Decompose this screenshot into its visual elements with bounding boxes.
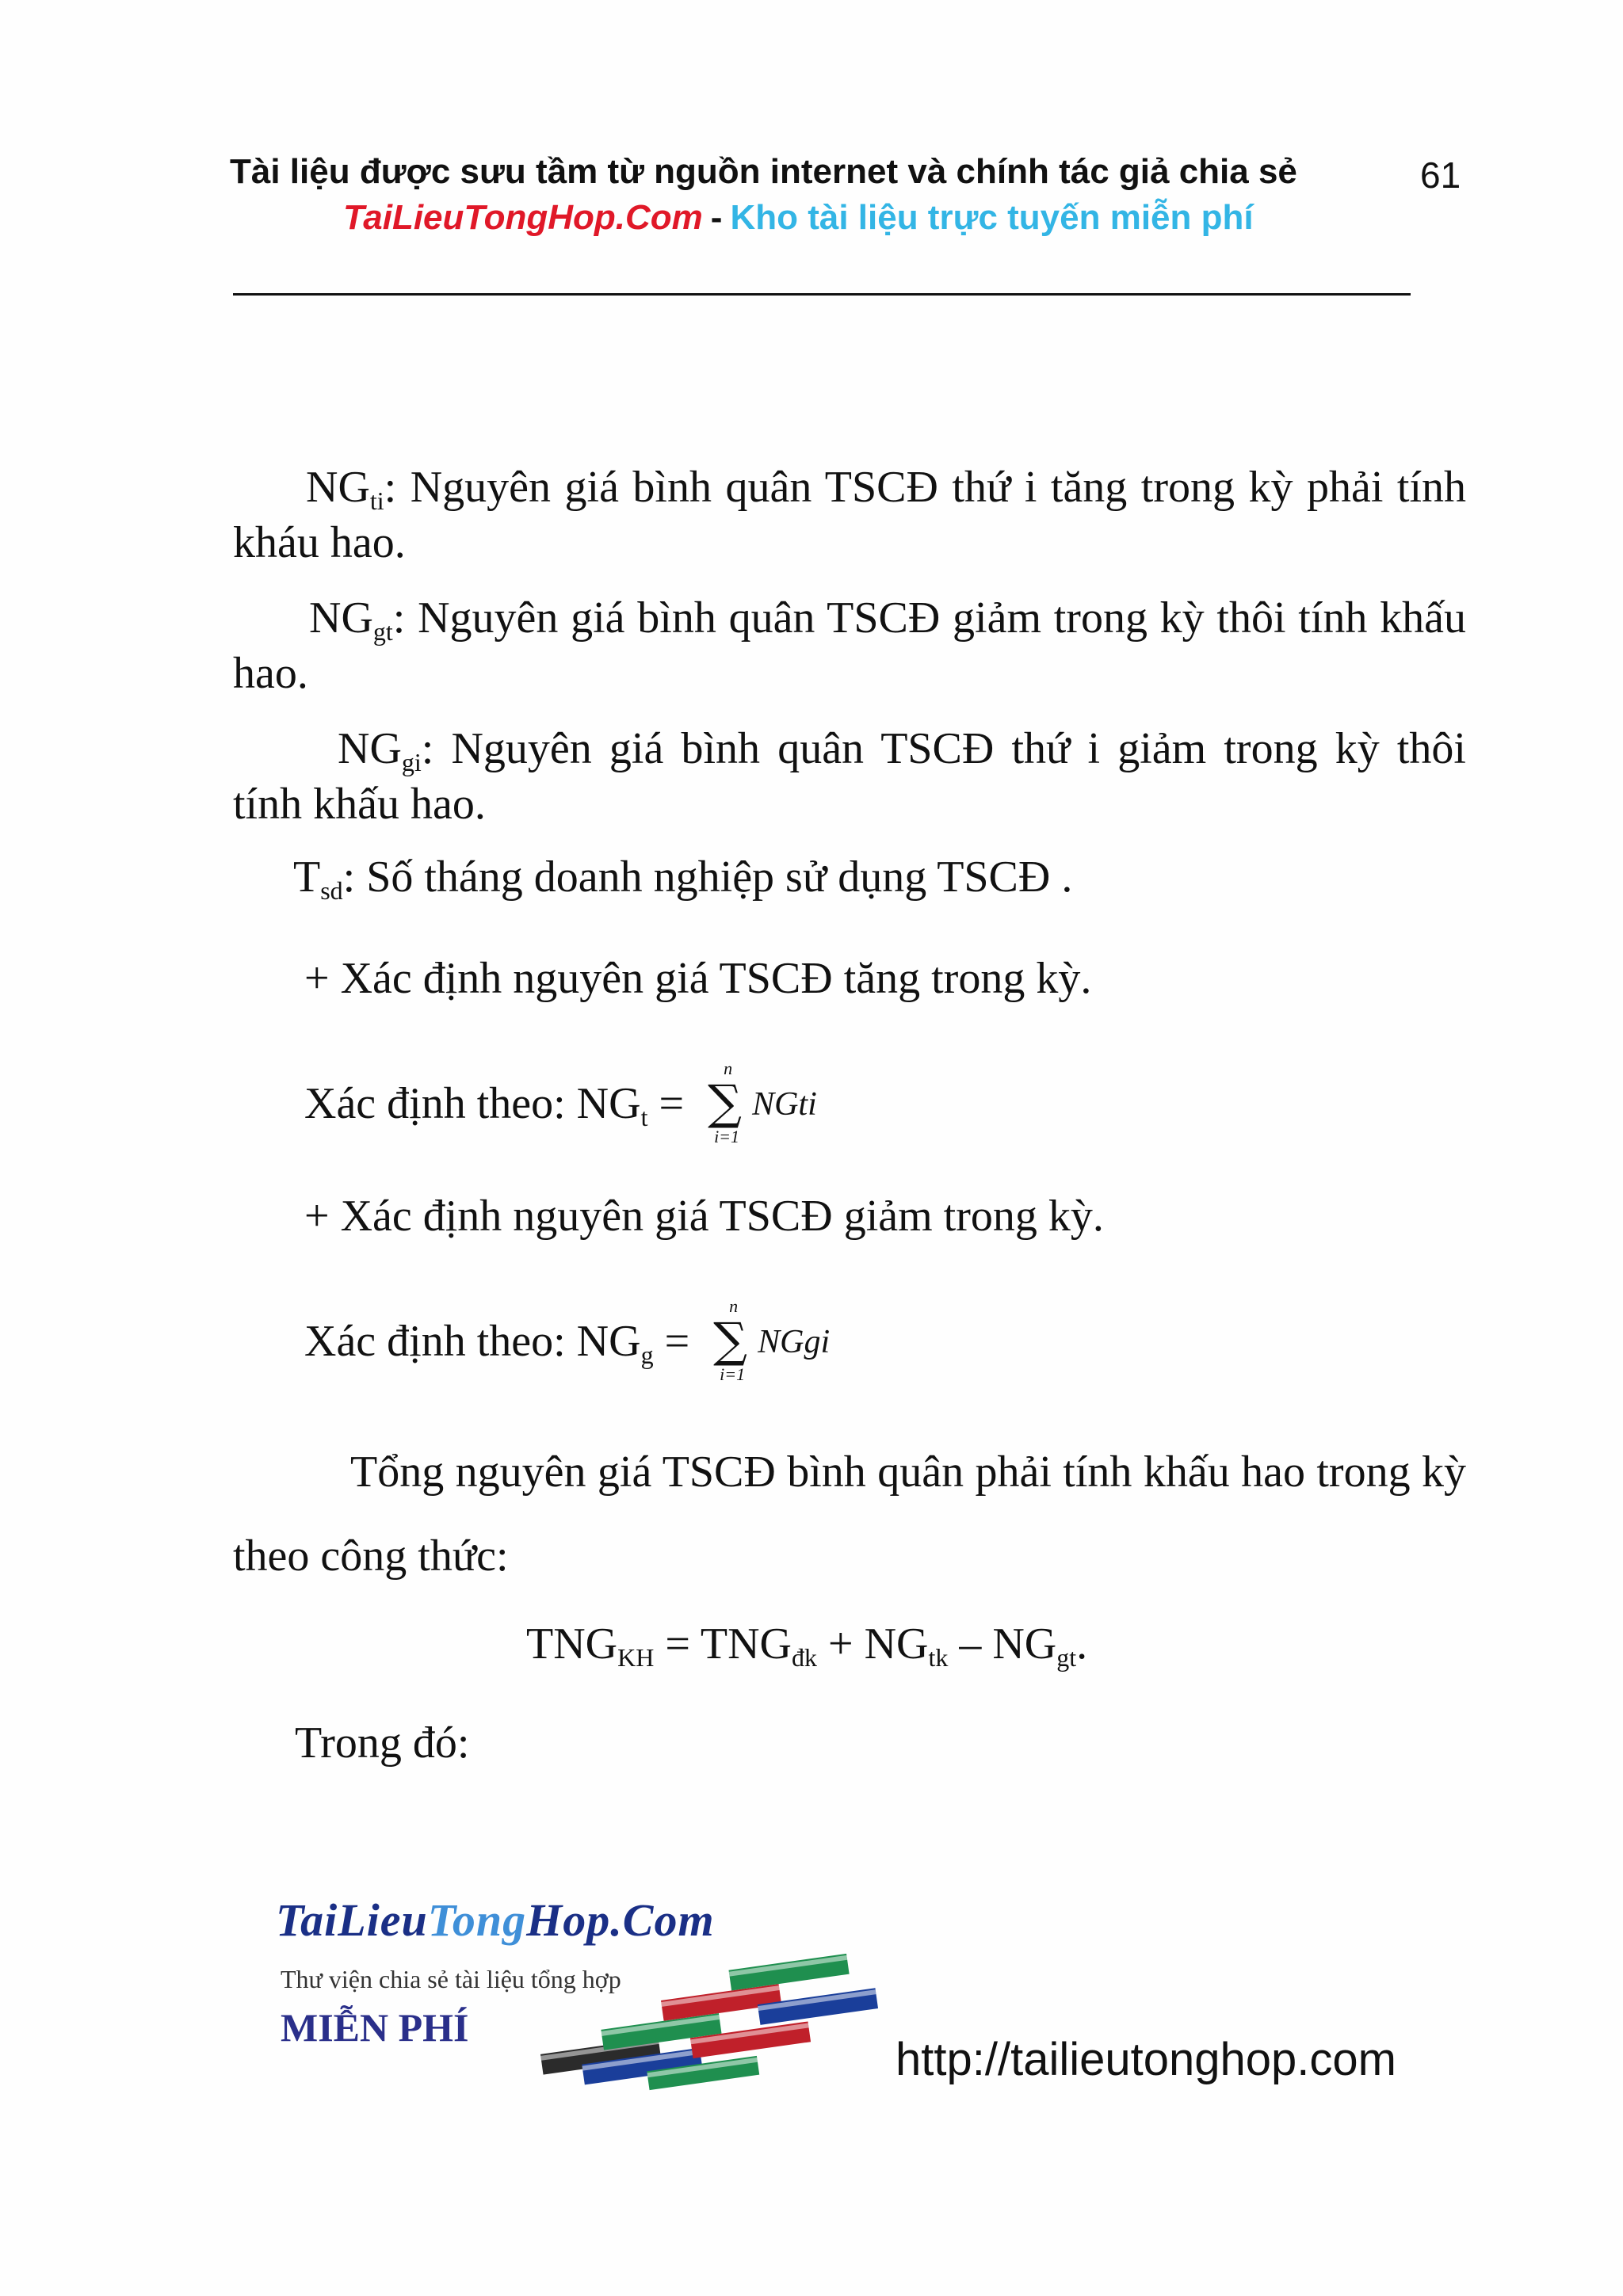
formula-tngkh bbox=[526, 1616, 1477, 1672]
header-site-link[interactable]: TaiLieuTongHop.Com bbox=[343, 198, 703, 237]
step-increase-heading: + Xác định nguyên giá TSCĐ tăng trong kỳ. bbox=[304, 954, 1092, 1003]
total-formula-intro: Tổng nguyên giá TSCĐ bình quân phải tính khấu hao trong kỳ theo công thức: bbox=[233, 1447, 1466, 1581]
formula-part: = TNG bbox=[654, 1619, 792, 1669]
logo-title-part: Hop.Com bbox=[526, 1894, 715, 1946]
logo-title-part: Tong bbox=[427, 1894, 527, 1946]
header-separator: - bbox=[710, 198, 723, 237]
equals-sign: = bbox=[647, 1078, 685, 1128]
formula-lead-subscript: t bbox=[640, 1102, 648, 1131]
sum-expression: NGgi bbox=[758, 1324, 831, 1360]
symbol-subscript: ti bbox=[369, 486, 384, 515]
logo-subtitle: Thư viện chia sẻ tài liệu tổng hợp bbox=[281, 1965, 621, 1993]
formula-part: TNG bbox=[526, 1619, 618, 1669]
symbol: NG bbox=[338, 724, 402, 773]
definition-text: : Nguyên giá bình quân TSCĐ thứ i tăng trong kỳ phải tính kháu hao. bbox=[233, 463, 1466, 567]
header-divider bbox=[233, 293, 1411, 296]
definition-tsd bbox=[293, 849, 1466, 905]
header-source-note: Tài liệu được sưu tầm từ nguồn internet và chính tác giả chia sẻ bbox=[230, 152, 1297, 191]
definition-ngti bbox=[233, 460, 1466, 570]
logo-title-part: TaiLieu bbox=[276, 1894, 428, 1946]
header-slogan: Kho tài liệu trực tuyến miễn phí bbox=[730, 198, 1254, 237]
footer-url-link[interactable]: http://tailieutonghop.com bbox=[896, 2034, 1396, 2085]
definition-text: : Nguyên giá bình quân TSCĐ giảm trong kỳ thôi tính khấu hao. bbox=[233, 593, 1466, 698]
sum-lower-limit: i=1 bbox=[714, 1127, 740, 1146]
page-number: 61 bbox=[1420, 154, 1461, 196]
site-logo[interactable] bbox=[269, 1894, 888, 2100]
formula-subscript: tk bbox=[928, 1643, 949, 1672]
symbol-subscript: gi bbox=[401, 748, 422, 776]
formula-ngg bbox=[304, 1296, 1466, 1384]
formula-part: + NG bbox=[816, 1619, 929, 1669]
definition-text: : Số tháng doanh nghiệp sử dụng TSCĐ . bbox=[342, 852, 1073, 902]
step-decrease-heading: + Xác định nguyên giá TSCĐ giảm trong kỳ. bbox=[304, 1192, 1104, 1241]
symbol-subscript: gt bbox=[372, 617, 393, 646]
sum-expression: NGti bbox=[752, 1086, 817, 1123]
formula-part: . bbox=[1076, 1619, 1088, 1669]
definition-nggi bbox=[233, 721, 1466, 832]
symbol: NG bbox=[309, 593, 373, 643]
formula-lead-subscript: g bbox=[640, 1340, 654, 1369]
formula-ngt bbox=[304, 1058, 1466, 1146]
formula-subscript: gt bbox=[1056, 1643, 1077, 1672]
definition-nggt bbox=[233, 590, 1466, 701]
header-site-line bbox=[343, 198, 1254, 238]
sum-lower-limit: i=1 bbox=[720, 1364, 746, 1384]
symbol-subscript: sd bbox=[320, 876, 343, 905]
books-icon bbox=[507, 1937, 888, 2096]
equals-sign: = bbox=[653, 1316, 690, 1366]
definition-text: : Nguyên giá bình quân TSCĐ thứ i giảm trong kỳ thôi tính khấu hao. bbox=[233, 724, 1466, 829]
formula-subscript: đk bbox=[791, 1643, 817, 1672]
symbol: NG bbox=[306, 463, 370, 512]
formula-subscript: KH bbox=[617, 1643, 655, 1672]
where-label: Trong đó: bbox=[295, 1718, 470, 1768]
formula-lead: Xác định theo: NG bbox=[304, 1316, 641, 1366]
summation-symbol: n ∑ i=1 bbox=[708, 1058, 742, 1146]
sum-upper-limit: n bbox=[729, 1296, 739, 1316]
logo-free-label: MIỄN PHÍ bbox=[281, 2005, 469, 2050]
symbol: T bbox=[293, 852, 321, 902]
formula-lead: Xác định theo: NG bbox=[304, 1078, 641, 1128]
sum-upper-limit: n bbox=[724, 1058, 733, 1078]
summation-symbol: n ∑ i=1 bbox=[713, 1296, 748, 1384]
formula-part: – NG bbox=[948, 1619, 1057, 1669]
